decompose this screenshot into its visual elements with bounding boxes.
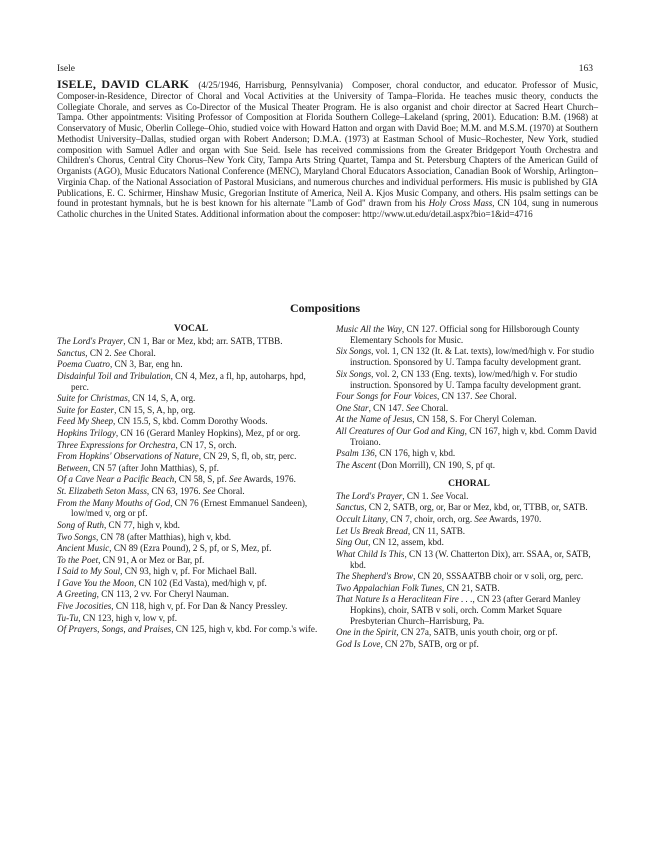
composition-title: Two Appalachian Folk Tunes <box>336 582 443 593</box>
cross-reference-see: See <box>474 391 488 402</box>
cross-reference-target: Choral. <box>487 391 517 402</box>
composition-details: , CN 78 (after Matthias), high v, kbd. <box>96 531 232 542</box>
composition-title: All Creatures of Our God and King <box>336 425 465 436</box>
composition-details: , CN 93, high v, pf. For Michael Ball. <box>120 566 257 577</box>
composition-title: Song of Ruth <box>57 519 104 530</box>
composition-entry <box>336 426 602 448</box>
entry-dates: (4/25/1946, Harrisburg, Pennsylvania) <box>198 80 343 90</box>
cross-reference-target: Choral. <box>126 347 156 358</box>
cross-reference-target: Awards, 1970. <box>487 513 542 524</box>
entry-name: ISELE, DAVID CLARK <box>57 77 190 91</box>
composition-entry <box>336 639 602 650</box>
cross-reference-see: See <box>474 513 488 524</box>
composition-title: Psalm 136 <box>336 448 375 459</box>
composition-entry <box>57 543 325 554</box>
composition-title: I Gave You the Moon <box>57 577 134 588</box>
composition-title: To the Poet <box>57 554 99 565</box>
composition-entry <box>57 532 325 543</box>
composition-title: Six Songs <box>336 368 372 379</box>
composition-title: Sanctus <box>57 347 86 358</box>
composition-title: A Greeting <box>57 589 97 600</box>
composition-title: Suite for Christmas <box>57 393 128 404</box>
composition-title: Four Songs for Four Voices <box>336 391 438 402</box>
composition-details: , CN 3, Bar, eng hn. <box>109 359 183 370</box>
composition-title: Poema Cuatro <box>57 359 110 370</box>
composition-entry <box>336 526 602 537</box>
vocal-list-continued <box>336 324 602 471</box>
composition-details: , CN 123, high v, low v, pf. <box>78 612 178 623</box>
composition-title: Tu-Tu <box>57 612 79 623</box>
composition-entry <box>336 491 602 502</box>
composition-entry <box>336 403 602 414</box>
cross-reference-see: See <box>202 485 216 496</box>
composition-entry <box>336 502 602 513</box>
composition-details: , CN 176, high v, kbd. <box>374 448 456 459</box>
composition-details: , CN 57 (after John Matthias), S, pf. <box>87 462 219 473</box>
composition-entry <box>57 405 325 416</box>
composition-entry <box>336 571 602 582</box>
composition-details: , CN 63, 1976. <box>146 485 203 496</box>
composition-details: , CN 125, high v, kbd. For comp.'s wife. <box>171 624 318 635</box>
composition-title: Three Expressions for Orchestra <box>57 439 176 450</box>
composition-entry <box>336 537 602 548</box>
composition-entry <box>57 428 325 439</box>
composition-details: , CN 13 (W. Chatterton Dix), arr. SSAA, or, SATB, kbd. <box>350 548 591 570</box>
composition-title: From Hopkins' Observations of Nature <box>57 451 199 462</box>
composition-details: , CN 76 (Ernest Emmanuel Sandeen), low/med v, org or pf. <box>71 497 308 519</box>
composition-title: Five Jocosities <box>57 601 112 612</box>
composition-entry <box>336 514 602 525</box>
composition-title: The Shepherd's Brow <box>336 571 414 582</box>
composition-title: Hopkins Trilogy <box>57 427 116 438</box>
composition-entry <box>57 348 325 359</box>
composition-details: , CN 2. <box>85 347 114 358</box>
composition-title: One in the Spirit <box>336 627 397 638</box>
composition-details: , CN 29, S, fl, ob, str, perc. <box>198 451 297 462</box>
cross-reference-see: See <box>113 347 127 358</box>
composition-entry <box>336 549 602 571</box>
choral-list <box>336 491 602 650</box>
composition-title: Sanctus <box>336 502 365 513</box>
cross-reference-target: Choral. <box>418 402 449 413</box>
composition-details: , CN 7, choir, orch, org. <box>385 513 475 524</box>
composition-details: , CN 127. Official song for Hillsborough County Elementary Schools for Music. <box>350 324 580 345</box>
composition-title: Ancient Music <box>57 543 110 554</box>
composition-entry <box>336 594 602 626</box>
composition-details: , CN 23 (after Gerard Manley Hopkins), choir, SATB v soli, orch. Comm Market Square Presbyterian Church–Harrisburg, Pa. <box>350 594 581 626</box>
composition-entry <box>57 613 325 624</box>
right-column <box>336 324 602 651</box>
composition-details: , CN 158, S. For Cheryl Coleman. <box>412 414 537 425</box>
composition-entry <box>336 369 602 391</box>
composition-title: The Lord's Prayer <box>57 336 124 346</box>
composition-title: What Child Is This <box>336 548 405 559</box>
composition-details: , CN 14, S, A, org. <box>127 393 196 404</box>
running-header-name: Isele <box>57 64 75 74</box>
composition-title: One Star <box>336 402 369 413</box>
composition-title: Disdainful Toil and Tribulation <box>57 370 171 381</box>
composition-entry <box>57 440 325 451</box>
composition-title: Sing Out <box>336 537 369 548</box>
cross-reference-see: See <box>406 402 419 413</box>
composition-title: Between <box>57 462 88 473</box>
composition-title: Suite for Easter <box>57 404 115 415</box>
cross-reference-target: Vocal. <box>443 490 469 501</box>
composition-title: Of a Cave Near a Pacific Beach <box>57 474 175 485</box>
biography-entry <box>57 79 598 220</box>
composition-details: , CN 15.5, S, kbd. Comm Dorothy Woods. <box>113 416 268 427</box>
composition-entry <box>336 448 602 459</box>
composition-details: , CN 27b, SATB, org or pf. <box>380 639 479 650</box>
composition-entry <box>57 624 325 635</box>
composition-entry <box>57 463 325 474</box>
composition-entry <box>336 414 602 425</box>
composition-details: , CN 16 (Gerard Manley Hopkins), Mez, pf or org. <box>115 427 301 438</box>
composition-title: The Ascent <box>336 459 376 470</box>
biography-text: Composer, choral conductor, and educator. Professor of Music, Composer-in-Residence, Director of Choral and Vocal Activities at the University of Tampa–Florida. He teaches music theory, conducts the Collegiate Chorale, and serves as Co-Director of the Musical Theater Program. He is also organist and choir director at Sacred Heart Church–Tampa. Other appointments: Visiting Professor of Composition at Florida Southern College–Lakeland (spring, 2001). Education: B.M. (1968) at Conservatory of Music, Oberlin College–Ohio, studied voice with Howard Hatton and organ with David Boe; M.M. and M.S.M. (1970) at Southern Methodist University–Dallas, studied organ with Robert Anderson; D.M.A. (1973) at Eastman School of Music–Rochester, New York, studied composition with Samuel Adler and organ with Sue Seid. Isele has received commissions from the Greater Bridgeport Youth Orchestra and Children's Chorus, Central City Chorus–New York City, Tampa Arts String Quartet, Tampa and St. Petersburg Chapters of the American Guild of Organists (AGO), Music Educators National Conference (MENC), Maryland Choral Educators Association, Canadian Book of Worship, Arlington–Virginia Chap. of the National Association of Pastoral Musicians, and numerous churches and individual performers. His music is published by GIA Publications, E. C. Schirmer, Hinshaw Music, Gregorian Institute of America, Neil A. Kjos Music Company, and others. His psalm settings can be found in protestant hymnals, but he is best known for his alternate "Lamb of God" drawn from his <box>57 80 599 209</box>
composition-details: , CN 89 (Ezra Pound), 2 S, pf, or S, Mez, pf. <box>109 543 272 554</box>
biography-work-title: Holy Cross Mass <box>428 198 493 209</box>
composition-details: , CN 167, high v, kbd. Comm David Troiano. <box>350 425 597 447</box>
choral-heading: CHORAL <box>448 478 490 489</box>
composition-details: , CN 147. <box>368 402 407 413</box>
composition-entry <box>336 627 602 638</box>
composition-entry <box>57 555 325 566</box>
composition-details: , CN 1. <box>402 490 431 501</box>
composition-title: Six Songs <box>336 346 372 357</box>
composition-title: Feed My Sheep <box>57 416 114 427</box>
composition-entry <box>336 324 602 346</box>
composition-title: Music All the Way <box>336 324 402 334</box>
composition-entry <box>57 416 325 427</box>
page-number: 163 <box>578 64 593 74</box>
composition-details: , CN 137. <box>437 391 475 402</box>
composition-title: Occult Litany <box>336 513 386 524</box>
composition-details: , CN 1, Bar or Mez, kbd; arr. SATB, TTBB. <box>123 336 283 346</box>
composition-title: Two Songs <box>57 531 96 542</box>
composition-entry <box>336 346 602 368</box>
composition-details: (Don Morrill), CN 190, S, pf qt. <box>376 459 495 470</box>
composition-details: , CN 102 (Ed Vasta), med/high v, pf. <box>133 577 267 588</box>
composition-details: , CN 12, assem, kbd. <box>368 537 444 548</box>
composition-title: At the Name of Jesus <box>336 414 413 425</box>
composition-entry <box>57 359 325 370</box>
composition-entry <box>57 486 325 497</box>
composition-entry <box>57 474 325 485</box>
compositions-heading: Compositions <box>289 301 360 315</box>
composition-title: St. Elizabeth Seton Mass <box>57 485 147 496</box>
composition-details: , CN 118, high v, pf. For Dan & Nancy Pressley. <box>111 601 288 612</box>
biography-text-end: , CN 104, sung in numerous Catholic churches in the United States. Additional information about the composer: http://www.ut.edu/detail.aspx?bio=1&id=4716 <box>57 198 598 219</box>
composition-details: , CN 77, high v, kbd. <box>103 519 180 530</box>
composition-details: , CN 15, S, A, hp, org. <box>114 404 196 415</box>
composition-details: , CN 2, SATB, org, or, Bar or Mez, kbd, or, TTBB, or, SATB. <box>364 502 588 513</box>
composition-entry <box>57 601 325 612</box>
composition-entry <box>57 371 325 393</box>
composition-details: , CN 21, SATB. <box>442 582 500 593</box>
composition-details: , CN 11, SATB. <box>407 525 466 536</box>
composition-details: , vol. 2, CN 133 (Eng. texts), low/med/high v. For studio instruction. Sponsored by U. Tampa faculty development grant. <box>350 368 582 390</box>
composition-title: From the Many Mouths of God <box>57 497 171 508</box>
composition-entry <box>57 589 325 600</box>
composition-details: , CN 27a, SATB, unis youth choir, org or pf. <box>396 627 558 638</box>
cross-reference-target: Awards, 1976. <box>241 474 296 485</box>
composition-details: , CN 91, A or Mez or Bar, pf. <box>98 554 205 565</box>
composition-entry <box>57 451 325 462</box>
composition-entry <box>57 566 325 577</box>
composition-entry <box>336 460 602 471</box>
cross-reference-see: See <box>430 490 444 501</box>
composition-details: , CN 4, Mez, a fl, hp, autoharps, hpd, perc. <box>71 370 306 392</box>
composition-details: , CN 17, S, orch. <box>175 439 237 450</box>
composition-title: That Nature Is a Heraclitean Fire . . . <box>336 594 473 605</box>
composition-entry <box>57 393 325 404</box>
composition-title: I Said to My Soul <box>57 566 121 577</box>
left-column <box>57 324 325 636</box>
vocal-list <box>57 336 325 635</box>
composition-entry <box>57 498 325 520</box>
composition-details: , vol. 1, CN 132 (It. & Lat. texts), low/med/high v. For studio instruction. Sponsored by U. Tampa faculty development grant. <box>350 346 595 368</box>
composition-entry <box>57 520 325 531</box>
cross-reference-target: Choral. <box>215 485 245 496</box>
composition-details: , CN 58, S, pf. <box>174 474 230 485</box>
composition-entry <box>57 336 325 347</box>
composition-entry <box>336 391 602 402</box>
cross-reference-see: See <box>229 474 242 485</box>
composition-entry <box>57 578 325 589</box>
composition-entry <box>336 583 602 594</box>
composition-title: God Is Love <box>336 639 381 650</box>
composition-title: The Lord's Prayer <box>336 490 403 501</box>
composition-title: Of Prayers, Songs, and Praises <box>57 624 172 635</box>
vocal-heading: VOCAL <box>173 324 209 334</box>
composition-details: , CN 113, 2 vv. For Cheryl Nauman. <box>96 589 229 600</box>
composition-title: Let Us Break Bread <box>336 525 408 536</box>
composition-details: , CN 20, SSSAATBB choir or v soli, org, perc. <box>413 571 584 582</box>
